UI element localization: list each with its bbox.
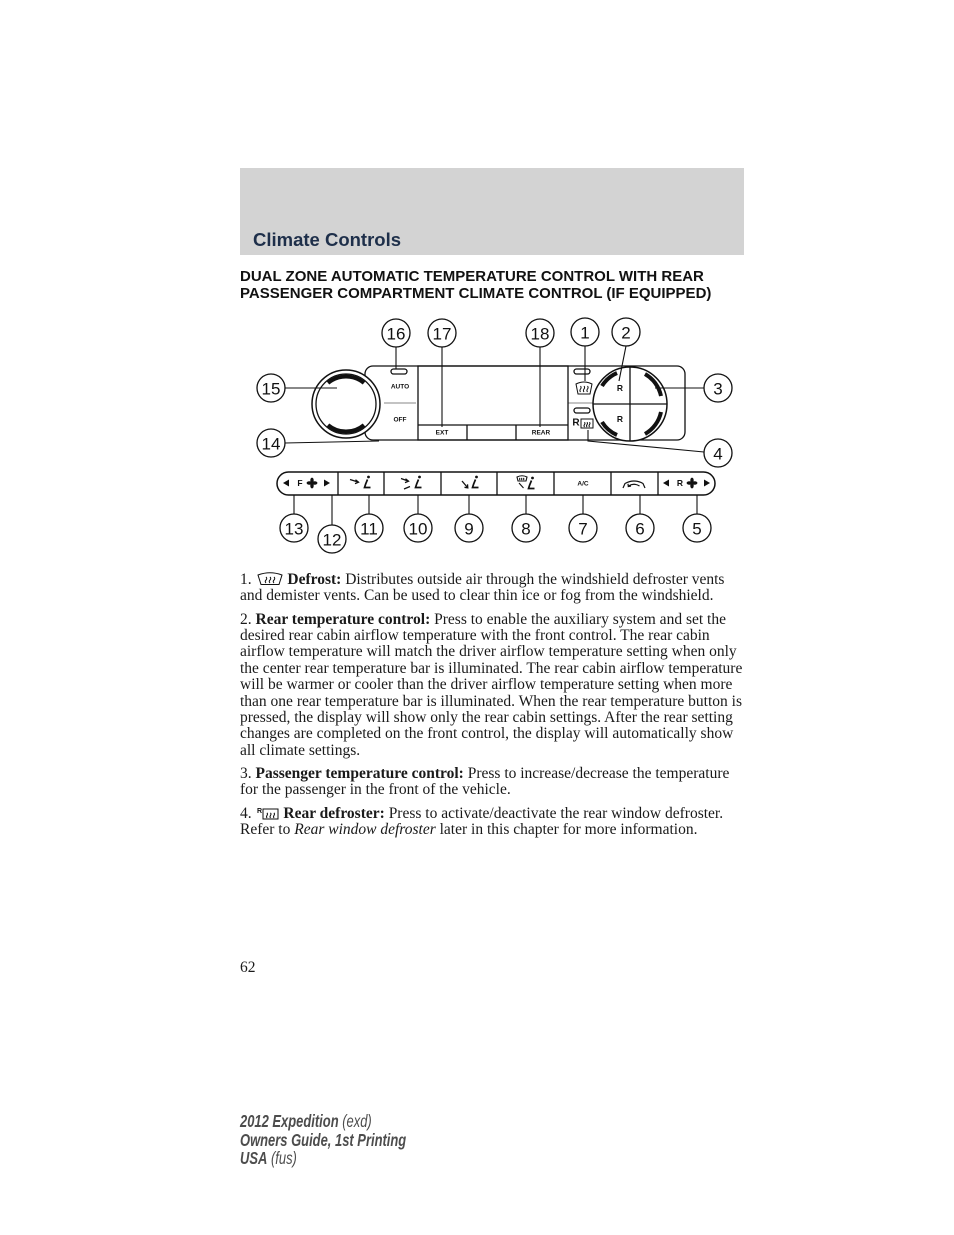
item-description: Press to enable the auxiliary system and set the desired rear cabin airflow temperature with the front control. The rear cabin airflow temperature will match the driver airflow temperature setting when only the center rear temperature bar is illuminated. The rear cabin airflow temperature will be warmer or cooler than the driver airflow temperature setting when more than one rear temperature bar is illuminated. When the rear temperature button is pressed, the display will show only the rear cabin settings. After the rear setting changes are completed on the front control, the display will automatically show all climate settings. bbox=[240, 610, 743, 759]
callout-number-18: 18 bbox=[530, 324, 550, 344]
footer-line-1 bbox=[240, 1112, 406, 1131]
item-3-paragraph bbox=[240, 766, 745, 799]
callout-number-6: 6 bbox=[635, 519, 645, 539]
section-heading: DUAL ZONE AUTOMATIC TEMPERATURE CONTROL WITH REAR PASSENGER COMPARTMENT CLIMATE CONTROL (IF EQUIPPED) bbox=[240, 268, 712, 302]
item-description: Distributes outside air through the windshield defroster vents and demister vents. Can be used to clear thin ice or fog from the windshield. bbox=[240, 571, 725, 605]
footer-line-2 bbox=[240, 1131, 406, 1150]
page-number: 62 bbox=[240, 959, 256, 976]
callout-number-16: 16 bbox=[386, 324, 406, 344]
callout-number-10: 10 bbox=[408, 519, 428, 539]
rear-defrost-icon-letter: R bbox=[256, 807, 262, 815]
item-term: Rear defroster: bbox=[283, 804, 385, 822]
item-number: 2. bbox=[240, 610, 252, 628]
callout-number-7: 7 bbox=[578, 519, 588, 539]
cross-reference: Rear window defroster bbox=[294, 821, 436, 839]
leader-line-14 bbox=[285, 441, 379, 443]
callout-number-9: 9 bbox=[464, 519, 474, 539]
callout-number-15: 15 bbox=[261, 379, 281, 399]
defrost-icon bbox=[256, 571, 284, 586]
front-fan-label: F bbox=[297, 478, 303, 488]
footer-model: 2012 Expedition bbox=[240, 1111, 339, 1131]
rear-defrost-icon bbox=[256, 806, 280, 820]
footer-model-code: (exd) bbox=[342, 1111, 372, 1131]
callout-number-3: 3 bbox=[713, 379, 723, 399]
callout-number-11: 11 bbox=[360, 519, 378, 539]
rear-button-label: REAR bbox=[531, 429, 551, 437]
callout-number-8: 8 bbox=[521, 519, 531, 539]
footer-line-3 bbox=[240, 1149, 406, 1168]
footer-market-code: (fus) bbox=[270, 1148, 297, 1169]
ac-button-label: A/C bbox=[577, 480, 589, 488]
item-description: Press to activate/deactivate the rear window defroster. Refer to bbox=[240, 804, 724, 839]
callout-number-12: 12 bbox=[322, 530, 342, 550]
rear-knob-upper-label: R bbox=[616, 383, 624, 393]
callout-number-17: 17 bbox=[432, 324, 452, 344]
callout-number-5: 5 bbox=[692, 519, 702, 539]
rear-defrost-label: R bbox=[572, 417, 580, 429]
item-number: 3. bbox=[240, 765, 252, 783]
item-description-end: later in this chapter for more information. bbox=[439, 821, 698, 839]
callout-number-13: 13 bbox=[284, 519, 304, 539]
item-4-paragraph bbox=[240, 806, 745, 839]
chapter-header-band bbox=[240, 168, 744, 255]
item-number: 4. bbox=[240, 804, 252, 822]
item-term: Rear temperature control: bbox=[255, 610, 431, 628]
bottom-button-bar bbox=[277, 472, 715, 495]
item-descriptions bbox=[240, 571, 745, 845]
rear-fan-label: R bbox=[676, 478, 684, 488]
item-term: Passenger temperature control: bbox=[255, 765, 464, 783]
climate-control-panel-diagram bbox=[240, 315, 744, 560]
item-2-paragraph bbox=[240, 612, 745, 760]
callout-number-4: 4 bbox=[713, 444, 723, 464]
item-1-paragraph bbox=[240, 571, 745, 605]
chapter-title: Climate Controls bbox=[253, 229, 402, 250]
callout-number-2: 2 bbox=[621, 323, 631, 343]
footer-market: USA bbox=[240, 1148, 268, 1169]
callout-number-1: 1 bbox=[580, 323, 590, 343]
callout-number-14: 14 bbox=[261, 434, 281, 454]
item-description: Press to increase/decrease the temperature for the passenger in the front of the vehicle. bbox=[240, 765, 730, 799]
item-term: Defrost: bbox=[287, 571, 342, 588]
rear-knob-lower-label: R bbox=[616, 414, 624, 424]
auto-button-label: AUTO bbox=[390, 383, 410, 391]
ext-button-label: EXT bbox=[435, 429, 449, 437]
document-footer bbox=[240, 1112, 406, 1168]
item-number: 1. bbox=[240, 571, 252, 588]
footer-edition: Owners Guide, 1st Printing bbox=[240, 1129, 407, 1150]
off-button-label: OFF bbox=[393, 416, 407, 424]
driver-temperature-knob bbox=[312, 370, 380, 438]
